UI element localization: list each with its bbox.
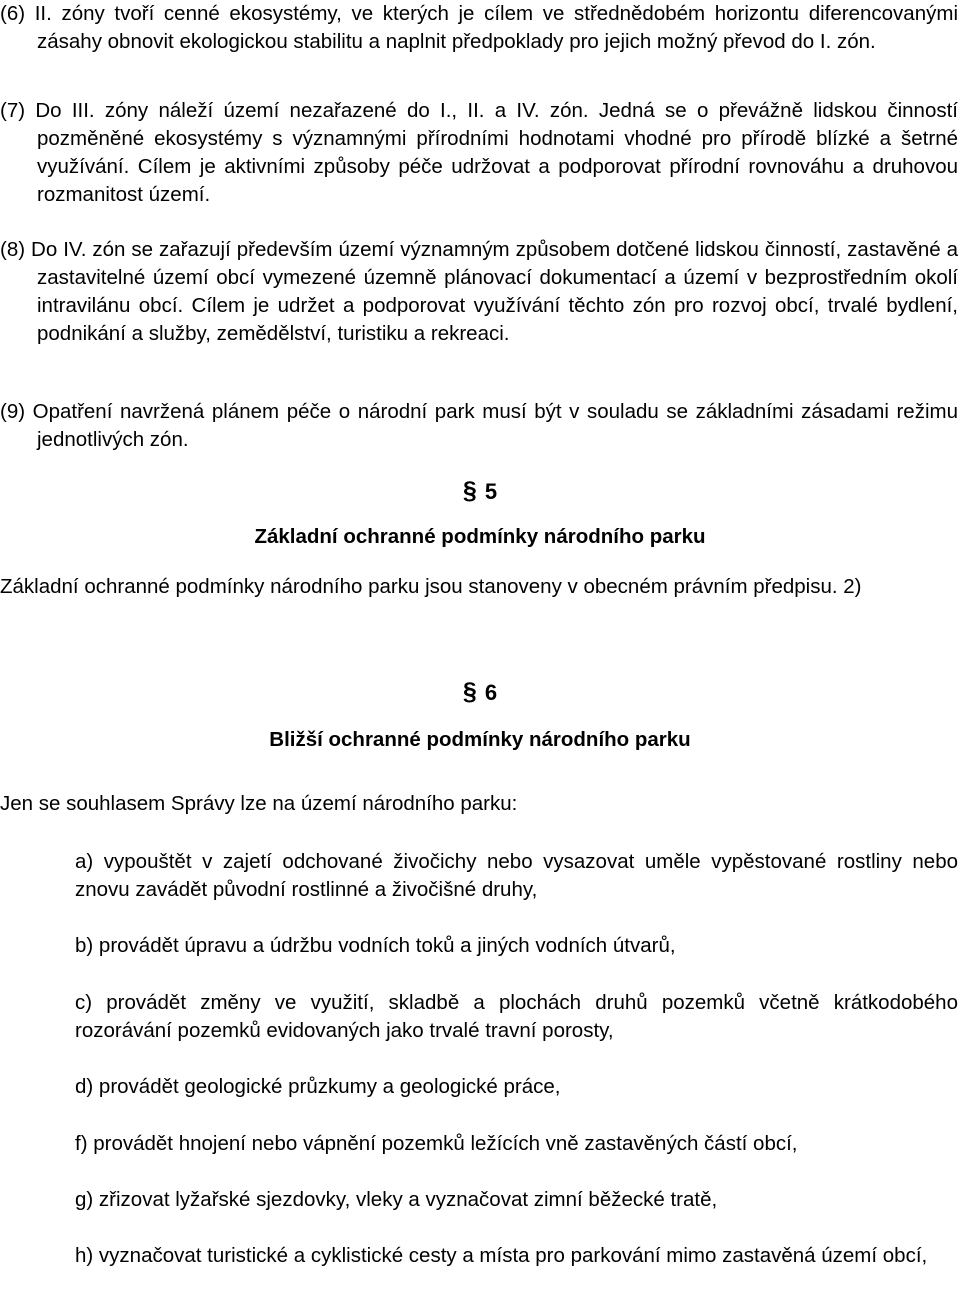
list-item: h) vyznačovat turistické a cyklistické cesty a místa pro parkování mimo zastavěná území obcí, [75, 1244, 928, 1267]
paragraph-number: (9) [0, 400, 26, 423]
paragraph-9 [0, 398, 958, 454]
list-item: g) zřizovat lyžařské sjezdovky, vleky a vyznačovat zimní běžecké tratě, [75, 1188, 718, 1211]
section-5-text: Základní ochranné podmínky národního parku jsou stanoveny v obecném právním předpisu. 2) [0, 575, 862, 598]
paragraph-text: Do IV. zón se zařazují především území významným způsobem dotčené lidskou činností, zastavěné a zastavitelné území obcí vymezené územně plánovací dokumentací a území v bezprostředním okolí intravilánu obcí. Cílem je udržet a podporovat využívání těchto zón pro rozvoj obcí, trvalé bydlení, podnikání a služby, zemědělství, turistiku a rekreaci. [31, 238, 959, 345]
paragraph-text: II. zóny tvoří cenné ekosystémy, ve kterých je cílem ve střednědobém horizontu diferencovanými zásahy obnovit ekologickou stabilitu a naplnit předpoklady pro jejich možný převod do I. zón. [34, 2, 958, 53]
paragraph-text: Do III. zóny náleží území nezařazené do I., II. a IV. zón. Jedná se o převážně lidskou činností pozměněné ekosystémy s významnými přírodními hodnotami vhodné pro přírodě blízké a šetrné využívání. Cílem je aktivními způsoby péče udržovat a podporovat přírodní rovnováhu a druhovou rozmanitost území. [35, 99, 958, 206]
paragraph-6 [0, 0, 958, 56]
section-6-intro: Jen se souhlasem Správy lze na území národního parku: [0, 792, 518, 815]
section-5-title: Základní ochranné podmínky národního parku [254, 525, 706, 548]
list-item: d) provádět geologické průzkumy a geologické práce, [75, 1075, 561, 1098]
section-5-heading [0, 477, 960, 506]
paragraph-number: (7) [0, 99, 26, 122]
section-number: 5 [484, 479, 498, 504]
paragraph-7 [0, 97, 958, 209]
paragraph-text: Opatření navržená plánem péče o národní park musí být v souladu se základními zásadami režimu jednotlivých zón. [32, 400, 958, 451]
section-sign: § [462, 477, 477, 505]
list-item: a) vypouštět v zajetí odchované živočichy nebo vysazovat uměle vypěstované rostliny nebo znovu zavádět původní rostlinné a živočišné druhy, [75, 850, 958, 901]
paragraph-number: (8) [0, 238, 26, 261]
section-sign: § [462, 678, 477, 706]
list-item: c) provádět změny ve využití, skladbě a plochách druhů pozemků včetně krátkodobého rozorávání pozemků evidovaných jako trvalé travní porosty, [75, 991, 958, 1042]
section-6-title: Bližší ochranné podmínky národního parku [269, 728, 691, 751]
list-item: f) provádět hnojení nebo vápnění pozemků ležících vně zastavěných částí obcí, [75, 1132, 798, 1155]
section-6-heading [0, 678, 960, 707]
paragraph-8 [0, 236, 958, 348]
paragraph-number: (6) [0, 2, 26, 25]
section-number: 6 [484, 680, 498, 705]
list-item: b) provádět úpravu a údržbu vodních toků a jiných vodních útvarů, [75, 934, 676, 957]
